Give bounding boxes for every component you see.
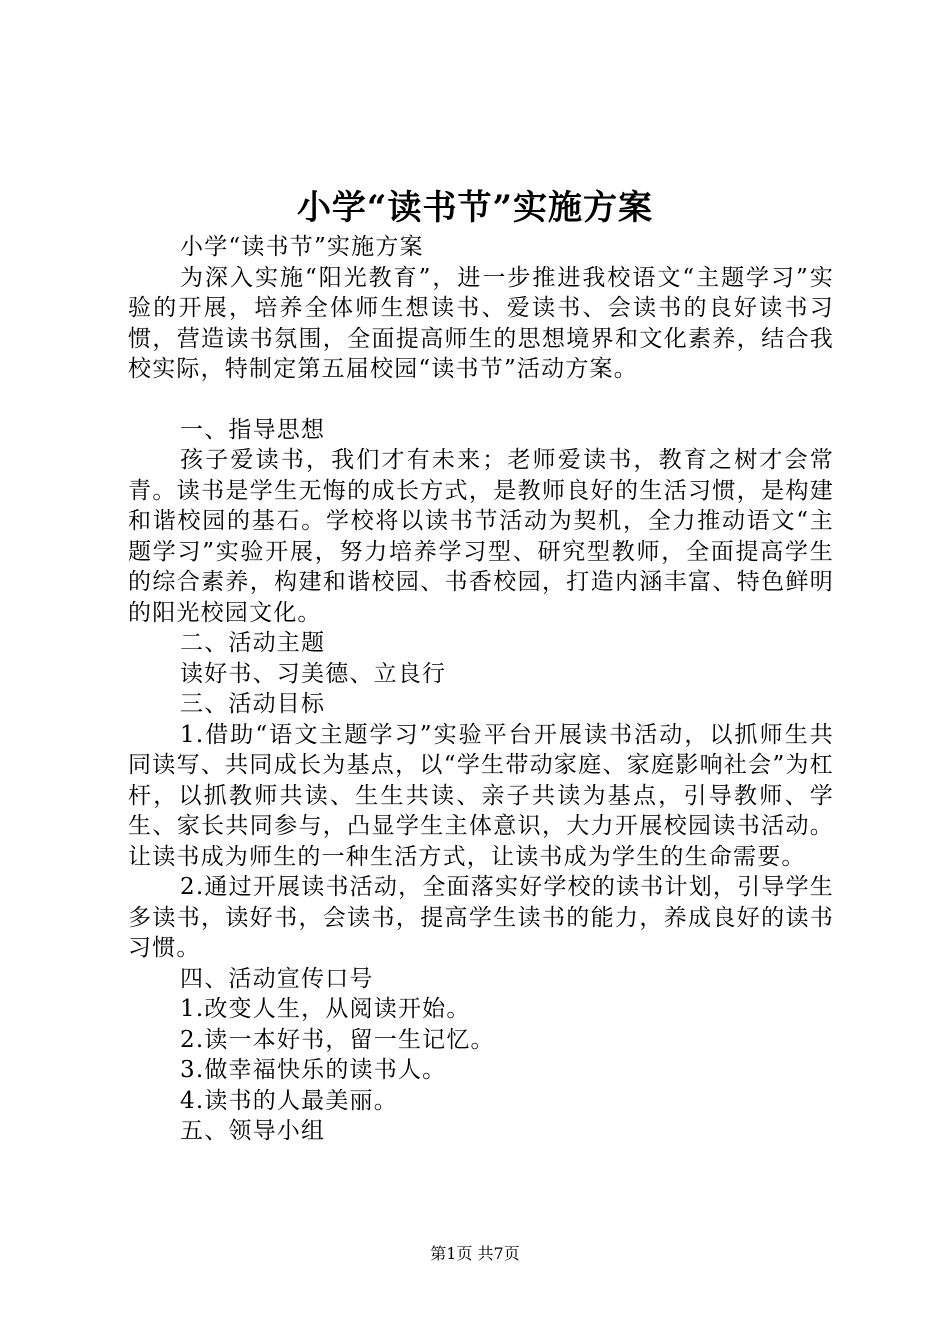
section-heading: 一、指导思想 bbox=[180, 416, 326, 443]
list-item: 2.读一本好书，留一生记忆。 bbox=[180, 1026, 495, 1053]
document-title: 小学“读书节”实施方案 bbox=[296, 188, 654, 228]
body-paragraph: 2.通过开展读书活动，全面落实好学校的读书计划，引导学生多读书，读好书，会读书，提高学生读书的能力，养成良好的读书习惯。 bbox=[128, 874, 834, 961]
body-paragraph: 为深入实施“阳光教育”，进一步推进我校语文“主题学习”实验的开展，培养全体师生想读书、爱读书、会读书的良好读书习惯，营造读书氛围，全面提高师生的思想境界和文化素养，结合我校实际，特制定第五届校园“读书节”活动方案。 bbox=[128, 264, 834, 382]
body-paragraph: 1.借助“语文主题学习”实验平台开展读书活动，以抓师生共同读写、共同成长为基点，以“学生带动家庭、家庭影响社会”为杠杆，以抓教师共读、生生共读、亲子共读为基点，引导教师、学生、家长共同参与，凸显学生主体意识，大力开展校园读书活动。让读书成为师生的一种生活方式，让读书成为学生的生命需要。 bbox=[128, 721, 834, 870]
body-paragraph: 小学“读书节”实施方案 bbox=[180, 234, 424, 260]
page-number: 第1页 共7页 bbox=[430, 1244, 520, 1263]
list-item: 1.改变人生，从阅读开始。 bbox=[180, 996, 471, 1022]
section-heading: 五、领导小组 bbox=[180, 1118, 326, 1144]
document-body bbox=[128, 232, 834, 1147]
list-item: 4.读书的人最美丽。 bbox=[180, 1087, 398, 1114]
body-paragraph: 孩子爱读书，我们才有未来；老师爱读书，教育之树才会常青。读书是学生无悔的成长方式，是教师良好的生活习惯，是构建和谐校园的基石。学校将以读书节活动为契机，全力推动语文“主题学习”实验开展，努力培养学习型、研究型教师，全面提高学生的综合素养，构建和谐校园、书香校园，打造内涵丰富、特色鲜明的阳光校园文化。 bbox=[128, 447, 834, 626]
body-paragraph: 读好书、习美德、立良行 bbox=[180, 660, 447, 687]
section-heading: 三、活动目标 bbox=[180, 691, 326, 717]
list-item: 3.做幸福快乐的读书人。 bbox=[180, 1057, 447, 1083]
section-heading: 二、活动主题 bbox=[180, 630, 326, 656]
section-heading: 四、活动宣传口号 bbox=[180, 965, 374, 992]
